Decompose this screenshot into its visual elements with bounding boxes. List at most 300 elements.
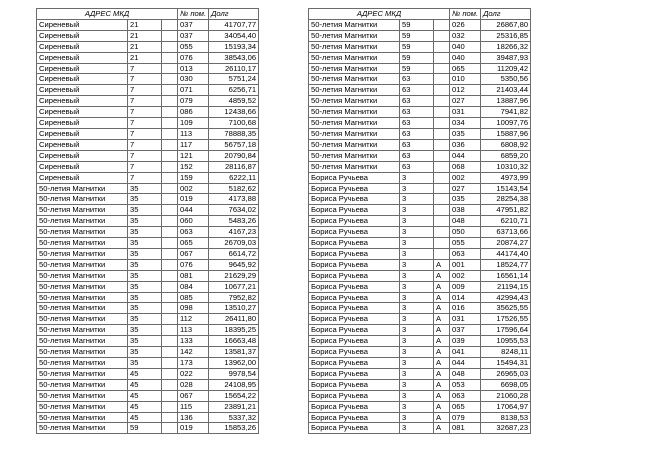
- table-row: [309, 412, 531, 423]
- cell-apartment: 034: [450, 118, 481, 129]
- cell-house: 3: [400, 205, 434, 216]
- cell-apartment: 079: [450, 412, 481, 423]
- cell-building: [434, 139, 450, 150]
- cell-apartment: 079: [178, 96, 209, 107]
- cell-building: [434, 118, 450, 129]
- cell-debt: 16561,14: [481, 270, 531, 281]
- cell-building: А: [434, 270, 450, 281]
- cell-building: [162, 205, 178, 216]
- cell-building: [162, 281, 178, 292]
- cell-building: [162, 248, 178, 259]
- cell-street: 50-летия Магнитки: [37, 248, 128, 259]
- cell-apartment: 053: [450, 379, 481, 390]
- cell-apartment: 109: [178, 118, 209, 129]
- cell-street: 50-летия Магнитки: [37, 270, 128, 281]
- cell-apartment: 022: [178, 368, 209, 379]
- table-header-row: [37, 9, 259, 20]
- cell-street: Сиреневый: [37, 172, 128, 183]
- cell-debt: 34054,40: [209, 30, 259, 41]
- cell-street: 50-летия Магнитки: [309, 161, 400, 172]
- cell-apartment: 036: [450, 139, 481, 150]
- cell-apartment: 026: [450, 19, 481, 30]
- cell-apartment: 037: [178, 19, 209, 30]
- cell-debt: 9645,92: [209, 259, 259, 270]
- cell-apartment: 115: [178, 401, 209, 412]
- cell-apartment: 068: [450, 161, 481, 172]
- cell-debt: 15494,31: [481, 358, 531, 369]
- cell-street: 50-летия Магнитки: [309, 107, 400, 118]
- cell-street: 50-летия Магнитки: [37, 227, 128, 238]
- cell-building: [162, 85, 178, 96]
- cell-building: [162, 336, 178, 347]
- table-row: [309, 107, 531, 118]
- cell-apartment: 076: [178, 52, 209, 63]
- cell-building: А: [434, 423, 450, 434]
- cell-street: Бориса Ручьева: [309, 216, 400, 227]
- cell-street: Бориса Ручьева: [309, 336, 400, 347]
- cell-apartment: 013: [178, 63, 209, 74]
- cell-street: 50-летия Магнитки: [37, 281, 128, 292]
- cell-debt: 5483,26: [209, 216, 259, 227]
- cell-house: 63: [400, 85, 434, 96]
- table-row: [309, 227, 531, 238]
- table-row: [309, 390, 531, 401]
- cell-street: Бориса Ручьева: [309, 194, 400, 205]
- cell-building: А: [434, 412, 450, 423]
- cell-building: [162, 150, 178, 161]
- cell-apartment: 173: [178, 358, 209, 369]
- cell-house: 3: [400, 412, 434, 423]
- cell-street: Бориса Ручьева: [309, 368, 400, 379]
- table-row: [37, 292, 259, 303]
- cell-building: [162, 347, 178, 358]
- cell-house: 63: [400, 161, 434, 172]
- cell-house: 3: [400, 314, 434, 325]
- cell-building: [162, 238, 178, 249]
- header-debt: Долг: [481, 9, 531, 20]
- cell-building: [434, 172, 450, 183]
- cell-house: 3: [400, 227, 434, 238]
- cell-house: 35: [128, 325, 162, 336]
- table-row: [309, 248, 531, 259]
- cell-debt: 35625,55: [481, 303, 531, 314]
- table-row: [37, 128, 259, 139]
- cell-house: 3: [400, 238, 434, 249]
- cell-building: [162, 161, 178, 172]
- cell-street: 50-летия Магнитки: [37, 205, 128, 216]
- cell-building: [162, 401, 178, 412]
- cell-debt: 21060,28: [481, 390, 531, 401]
- cell-house: 7: [128, 118, 162, 129]
- cell-street: Сиреневый: [37, 128, 128, 139]
- cell-building: А: [434, 368, 450, 379]
- cell-debt: 26110,17: [209, 63, 259, 74]
- cell-street: Бориса Ручьева: [309, 314, 400, 325]
- table-row: [37, 281, 259, 292]
- cell-street: 50-летия Магнитки: [37, 292, 128, 303]
- table-row: [37, 118, 259, 129]
- cell-house: 3: [400, 172, 434, 183]
- cell-house: 7: [128, 150, 162, 161]
- cell-debt: 47951,82: [481, 205, 531, 216]
- cell-house: 7: [128, 172, 162, 183]
- cell-apartment: 035: [450, 194, 481, 205]
- cell-building: [434, 74, 450, 85]
- cell-street: 50-летия Магнитки: [37, 401, 128, 412]
- cell-building: [162, 172, 178, 183]
- cell-apartment: 152: [178, 161, 209, 172]
- cell-apartment: 014: [450, 292, 481, 303]
- cell-street: Бориса Ручьева: [309, 183, 400, 194]
- cell-debt: 28254,38: [481, 194, 531, 205]
- cell-debt: 17526,55: [481, 314, 531, 325]
- cell-house: 35: [128, 347, 162, 358]
- table-row: [309, 63, 531, 74]
- cell-house: 45: [128, 390, 162, 401]
- table-row: [309, 194, 531, 205]
- cell-building: [434, 205, 450, 216]
- table-row: [37, 41, 259, 52]
- cell-street: Сиреневый: [37, 139, 128, 150]
- cell-house: 45: [128, 401, 162, 412]
- cell-apartment: 009: [450, 281, 481, 292]
- cell-debt: 10310,32: [481, 161, 531, 172]
- cell-apartment: 044: [450, 358, 481, 369]
- table-row: [309, 52, 531, 63]
- cell-apartment: 065: [178, 238, 209, 249]
- cell-building: А: [434, 281, 450, 292]
- cell-apartment: 067: [178, 390, 209, 401]
- cell-apartment: 032: [450, 30, 481, 41]
- cell-apartment: 048: [450, 216, 481, 227]
- cell-street: 50-летия Магнитки: [37, 358, 128, 369]
- cell-debt: 15654,22: [209, 390, 259, 401]
- cell-debt: 25316,85: [481, 30, 531, 41]
- cell-debt: 18266,32: [481, 41, 531, 52]
- cell-house: 21: [128, 30, 162, 41]
- cell-apartment: 037: [450, 325, 481, 336]
- cell-street: Бориса Ручьева: [309, 205, 400, 216]
- cell-house: 59: [400, 52, 434, 63]
- cell-apartment: 121: [178, 150, 209, 161]
- header-apartment: № пом.: [450, 9, 481, 20]
- cell-apartment: 063: [450, 390, 481, 401]
- cell-street: Бориса Ручьева: [309, 259, 400, 270]
- cell-house: 35: [128, 270, 162, 281]
- cell-building: [162, 74, 178, 85]
- table-row: [309, 270, 531, 281]
- cell-building: А: [434, 336, 450, 347]
- cell-debt: 6614,72: [209, 248, 259, 259]
- cell-apartment: 012: [450, 85, 481, 96]
- cell-street: Бориса Ручьева: [309, 238, 400, 249]
- cell-building: [162, 139, 178, 150]
- cell-building: [162, 216, 178, 227]
- cell-apartment: 044: [178, 205, 209, 216]
- cell-debt: 17064,97: [481, 401, 531, 412]
- cell-debt: 42994,43: [481, 292, 531, 303]
- cell-house: 3: [400, 216, 434, 227]
- cell-apartment: 076: [178, 259, 209, 270]
- table-row: [37, 358, 259, 369]
- cell-house: 45: [128, 412, 162, 423]
- cell-building: [162, 118, 178, 129]
- table-row: [37, 248, 259, 259]
- table-row: [37, 183, 259, 194]
- cell-building: [434, 238, 450, 249]
- cell-building: А: [434, 358, 450, 369]
- cell-apartment: 085: [178, 292, 209, 303]
- cell-apartment: 027: [450, 96, 481, 107]
- cell-street: 50-летия Магнитки: [37, 423, 128, 434]
- table-row: [309, 183, 531, 194]
- cell-building: А: [434, 259, 450, 270]
- cell-building: [162, 325, 178, 336]
- table-row: [37, 314, 259, 325]
- table-row: [309, 216, 531, 227]
- cell-street: 50-летия Магнитки: [309, 74, 400, 85]
- table-row: [309, 314, 531, 325]
- table-row: [37, 205, 259, 216]
- cell-debt: 21194,15: [481, 281, 531, 292]
- cell-debt: 26965,03: [481, 368, 531, 379]
- cell-debt: 21629,29: [209, 270, 259, 281]
- cell-debt: 20874,27: [481, 238, 531, 249]
- cell-house: 3: [400, 281, 434, 292]
- cell-debt: 26411,80: [209, 314, 259, 325]
- cell-building: [162, 292, 178, 303]
- cell-street: 50-летия Магнитки: [309, 96, 400, 107]
- cell-debt: 5337,32: [209, 412, 259, 423]
- cell-building: [162, 183, 178, 194]
- cell-street: Бориса Ручьева: [309, 423, 400, 434]
- cell-apartment: 113: [178, 325, 209, 336]
- cell-house: 35: [128, 248, 162, 259]
- table-row: [37, 216, 259, 227]
- cell-apartment: 040: [450, 41, 481, 52]
- cell-building: [434, 41, 450, 52]
- cell-house: 59: [128, 423, 162, 434]
- cell-apartment: 071: [178, 85, 209, 96]
- cell-building: А: [434, 379, 450, 390]
- cell-house: 63: [400, 74, 434, 85]
- cell-street: Сиреневый: [37, 96, 128, 107]
- cell-apartment: 081: [450, 423, 481, 434]
- cell-apartment: 001: [450, 259, 481, 270]
- table-row: [37, 161, 259, 172]
- cell-building: [434, 248, 450, 259]
- cell-house: 7: [128, 96, 162, 107]
- cell-debt: 5182,62: [209, 183, 259, 194]
- header-address: АДРЕС МКД: [309, 9, 450, 20]
- table-row: [309, 303, 531, 314]
- cell-street: Сиреневый: [37, 118, 128, 129]
- table-row: [37, 379, 259, 390]
- table-row: [37, 194, 259, 205]
- cell-debt: 26867,80: [481, 19, 531, 30]
- table-row: [309, 161, 531, 172]
- cell-apartment: 065: [450, 401, 481, 412]
- cell-apartment: 063: [450, 248, 481, 259]
- cell-debt: 41707,77: [209, 19, 259, 30]
- table-row: [37, 238, 259, 249]
- cell-street: Бориса Ручьева: [309, 292, 400, 303]
- table-row: [37, 30, 259, 41]
- cell-house: 3: [400, 423, 434, 434]
- cell-debt: 15193,34: [209, 41, 259, 52]
- table-row: [37, 412, 259, 423]
- table-row: [37, 270, 259, 281]
- cell-house: 35: [128, 292, 162, 303]
- cell-building: [162, 107, 178, 118]
- cell-debt: 6698,05: [481, 379, 531, 390]
- cell-debt: 10677,21: [209, 281, 259, 292]
- table-row: [309, 139, 531, 150]
- cell-house: 7: [128, 63, 162, 74]
- cell-house: 3: [400, 401, 434, 412]
- table-row: [309, 41, 531, 52]
- cell-house: 3: [400, 292, 434, 303]
- cell-debt: 10097,76: [481, 118, 531, 129]
- cell-building: [162, 63, 178, 74]
- cell-debt: 15143,54: [481, 183, 531, 194]
- cell-debt: 44174,40: [481, 248, 531, 259]
- cell-building: А: [434, 303, 450, 314]
- cell-house: 45: [128, 368, 162, 379]
- table-row: [37, 259, 259, 270]
- cell-house: 3: [400, 259, 434, 270]
- table-row: [37, 227, 259, 238]
- cell-house: 35: [128, 183, 162, 194]
- cell-street: 50-летия Магнитки: [309, 19, 400, 30]
- cell-street: Сиреневый: [37, 150, 128, 161]
- cell-apartment: 136: [178, 412, 209, 423]
- cell-debt: 15853,26: [209, 423, 259, 434]
- cell-apartment: 040: [450, 52, 481, 63]
- cell-debt: 13962,00: [209, 358, 259, 369]
- cell-house: 35: [128, 281, 162, 292]
- cell-street: 50-летия Магнитки: [37, 238, 128, 249]
- cell-building: А: [434, 390, 450, 401]
- cell-building: [162, 423, 178, 434]
- cell-house: 21: [128, 52, 162, 63]
- debt-table-right: [308, 8, 531, 434]
- cell-house: 7: [128, 74, 162, 85]
- table-header-row: [309, 9, 531, 20]
- cell-house: 63: [400, 128, 434, 139]
- table-row: [309, 259, 531, 270]
- cell-debt: 6210,71: [481, 216, 531, 227]
- cell-building: [162, 96, 178, 107]
- cell-building: А: [434, 292, 450, 303]
- cell-apartment: 113: [178, 128, 209, 139]
- cell-debt: 17596,64: [481, 325, 531, 336]
- cell-apartment: 117: [178, 139, 209, 150]
- table-row: [309, 150, 531, 161]
- cell-street: 50-летия Магнитки: [37, 303, 128, 314]
- cell-street: Сиреневый: [37, 161, 128, 172]
- cell-street: Бориса Ручьева: [309, 303, 400, 314]
- table-row: [309, 30, 531, 41]
- cell-house: 7: [128, 85, 162, 96]
- cell-street: Бориса Ручьева: [309, 325, 400, 336]
- cell-street: 50-летия Магнитки: [37, 183, 128, 194]
- table-row: [37, 368, 259, 379]
- cell-apartment: 142: [178, 347, 209, 358]
- cell-building: [162, 270, 178, 281]
- cell-house: 59: [400, 63, 434, 74]
- cell-debt: 4167,23: [209, 227, 259, 238]
- cell-house: 63: [400, 118, 434, 129]
- table-row: [309, 358, 531, 369]
- cell-apartment: 048: [450, 368, 481, 379]
- cell-house: 63: [400, 150, 434, 161]
- cell-house: 35: [128, 314, 162, 325]
- cell-house: 63: [400, 107, 434, 118]
- table-row: [309, 347, 531, 358]
- cell-building: [162, 52, 178, 63]
- cell-street: 50-летия Магнитки: [37, 314, 128, 325]
- cell-building: [162, 259, 178, 270]
- cell-debt: 26709,03: [209, 238, 259, 249]
- cell-street: Бориса Ручьева: [309, 172, 400, 183]
- table-row: [37, 336, 259, 347]
- cell-apartment: 031: [450, 107, 481, 118]
- cell-debt: 6808,92: [481, 139, 531, 150]
- cell-debt: 13887,96: [481, 96, 531, 107]
- cell-street: 50-летия Магнитки: [37, 325, 128, 336]
- cell-debt: 8138,53: [481, 412, 531, 423]
- cell-street: Бориса Ручьева: [309, 401, 400, 412]
- cell-building: [162, 390, 178, 401]
- cell-street: Бориса Ручьева: [309, 358, 400, 369]
- cell-debt: 18395,25: [209, 325, 259, 336]
- cell-street: Сиреневый: [37, 74, 128, 85]
- cell-building: [434, 183, 450, 194]
- cell-apartment: 019: [178, 194, 209, 205]
- cell-building: [162, 227, 178, 238]
- cell-street: 50-летия Магнитки: [37, 259, 128, 270]
- header-apartment: № пом.: [178, 9, 209, 20]
- cell-apartment: 002: [178, 183, 209, 194]
- cell-building: А: [434, 347, 450, 358]
- cell-apartment: 027: [450, 183, 481, 194]
- cell-apartment: 041: [450, 347, 481, 358]
- cell-house: 3: [400, 325, 434, 336]
- cell-building: [162, 379, 178, 390]
- cell-house: 45: [128, 379, 162, 390]
- cell-street: Сиреневый: [37, 63, 128, 74]
- cell-street: 50-летия Магнитки: [309, 139, 400, 150]
- cell-building: [434, 63, 450, 74]
- cell-debt: 9978,54: [209, 368, 259, 379]
- cell-house: 59: [400, 30, 434, 41]
- cell-street: 50-летия Магнитки: [37, 194, 128, 205]
- cell-building: [162, 128, 178, 139]
- table-row: [37, 390, 259, 401]
- header-address: АДРЕС МКД: [37, 9, 178, 20]
- table-row: [309, 336, 531, 347]
- cell-building: [162, 314, 178, 325]
- cell-building: [162, 30, 178, 41]
- cell-building: [162, 368, 178, 379]
- table-row: [37, 172, 259, 183]
- table-row: [309, 281, 531, 292]
- cell-debt: 8248,11: [481, 347, 531, 358]
- cell-apartment: 030: [178, 74, 209, 85]
- cell-apartment: 039: [450, 336, 481, 347]
- cell-house: 35: [128, 358, 162, 369]
